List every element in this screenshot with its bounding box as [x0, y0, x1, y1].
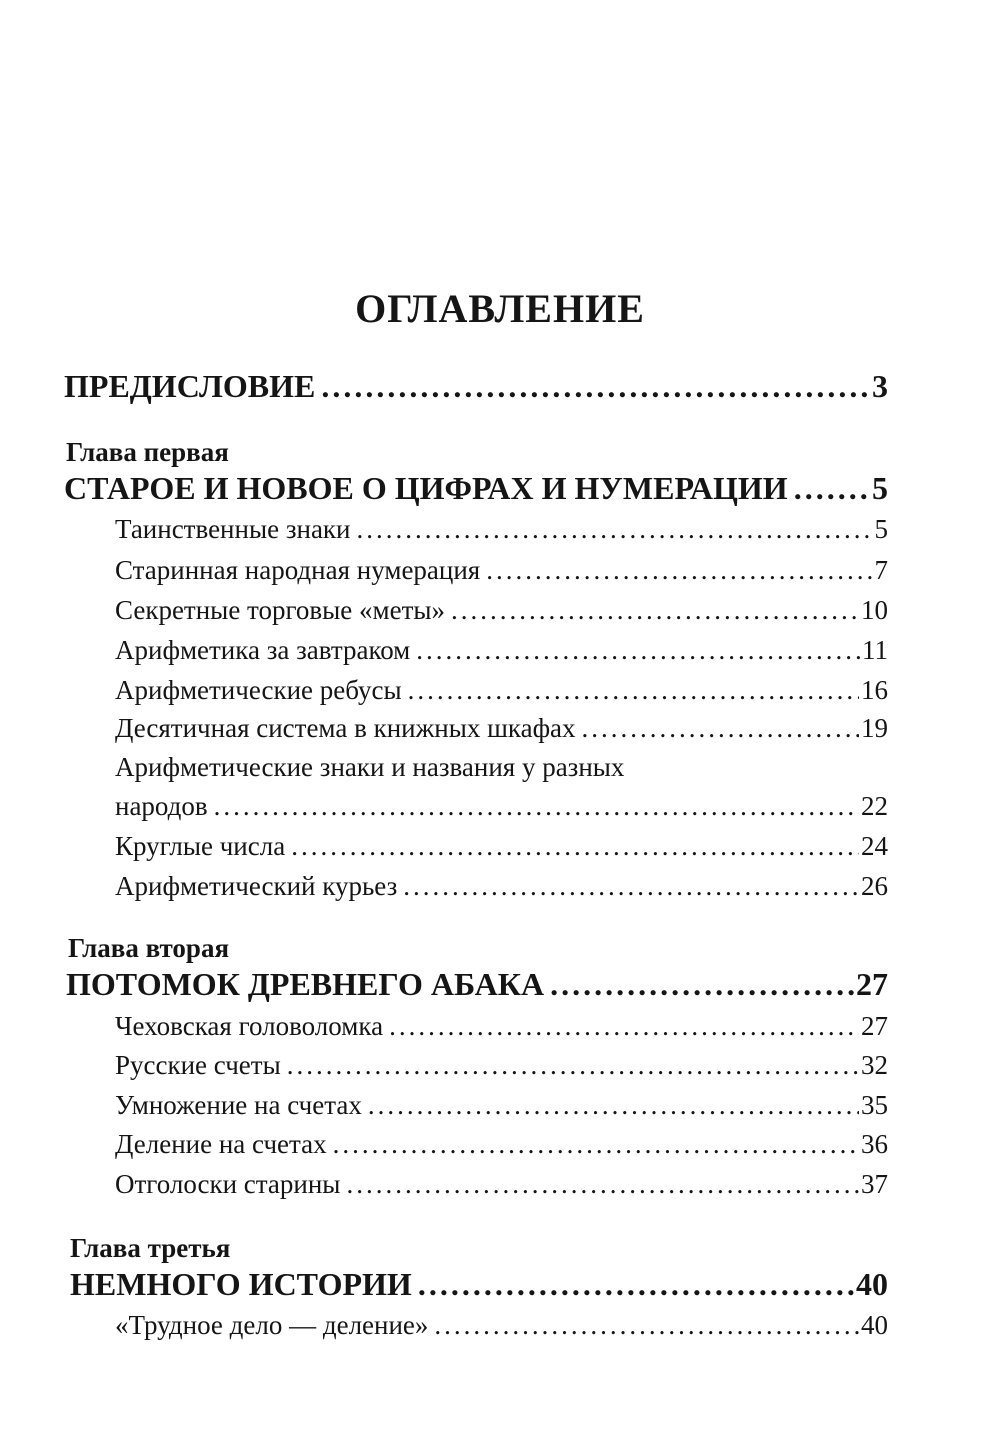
chapter-3-label: Глава третья	[70, 1233, 231, 1263]
toc-entry-page: 24	[861, 831, 888, 861]
dot-leader	[486, 555, 872, 586]
toc-preface-page: 3	[872, 368, 888, 404]
dot-leader	[368, 1090, 859, 1121]
toc-entry-label: Русские счеты	[115, 1050, 281, 1080]
toc-entry-label: Десятичная система в книжных шкафах	[115, 713, 576, 743]
toc-entry[interactable]	[115, 1310, 888, 1341]
toc-entry-page: 40	[861, 1310, 888, 1340]
dot-leader	[416, 635, 860, 666]
toc-entry-label: Таинственные знаки	[115, 514, 351, 544]
toc-entry-label: Круглые числа	[115, 831, 286, 861]
toc-entry-label: Арифметические ребусы	[115, 675, 402, 705]
toc-entry[interactable]	[115, 635, 888, 666]
toc-entry[interactable]	[115, 831, 888, 862]
toc-title: ОГЛАВЛЕНИЕ	[355, 286, 645, 331]
dot-leader	[287, 1050, 859, 1081]
toc-entry[interactable]	[115, 514, 888, 545]
toc-entry-label: Старинная народная нумерация	[115, 555, 481, 585]
dot-leader	[389, 1011, 859, 1042]
dot-leader	[214, 791, 859, 822]
toc-entry[interactable]	[115, 713, 888, 744]
toc-entry-label: Секретные торговые «меты»	[115, 595, 446, 625]
toc-entry[interactable]	[115, 871, 888, 902]
toc-entry[interactable]	[115, 1169, 888, 1200]
chapter-1-label: Глава первая	[66, 437, 229, 467]
chapter-3-page: 40	[856, 1266, 888, 1302]
toc-entry-page: 19	[861, 713, 888, 743]
toc-entry-page: 5	[874, 514, 888, 544]
toc-entry-page: 36	[861, 1129, 888, 1159]
toc-entry-page: 26	[861, 871, 888, 901]
chapter-3-title-line[interactable]	[70, 1266, 888, 1303]
toc-entry[interactable]	[115, 791, 888, 822]
dot-leader	[434, 1310, 859, 1341]
chapter-2-title-line[interactable]	[66, 966, 888, 1003]
toc-entry-page: 22	[861, 791, 888, 821]
toc-entry-label: Чеховская головоломка	[115, 1011, 384, 1041]
toc-entry[interactable]	[115, 1090, 888, 1121]
toc-entry[interactable]	[115, 1011, 888, 1042]
dot-leader	[403, 871, 859, 902]
toc-entry-label: Отголоски старины	[115, 1169, 341, 1199]
toc-entry-page: 32	[861, 1050, 888, 1080]
dot-leader	[321, 368, 870, 405]
dot-leader	[582, 713, 859, 744]
toc-entry-page: 11	[862, 635, 888, 665]
toc-entry[interactable]	[115, 595, 888, 626]
toc-entry-page: 7	[874, 555, 888, 585]
toc-entry[interactable]	[115, 675, 888, 706]
toc-entry-page: 10	[861, 595, 888, 625]
toc-entry-page: 27	[861, 1011, 888, 1041]
chapter-3-title: НЕМНОГО ИСТОРИИ	[70, 1266, 412, 1302]
toc-entry-label: народов	[115, 791, 208, 821]
chapter-2-title: ПОТОМОК ДРЕВНЕГО АБАКА	[66, 966, 545, 1002]
toc-entry-first-line[interactable]: Арифметические знаки и названия у разных	[115, 752, 625, 782]
chapter-2-label: Глава вторая	[68, 933, 230, 963]
toc-entry-label: Умножение на счетах	[115, 1090, 362, 1120]
dot-leader	[291, 831, 859, 862]
dot-leader	[550, 966, 854, 1003]
dot-leader	[794, 470, 870, 507]
toc-entry-page: 37	[861, 1169, 888, 1199]
toc-entry[interactable]	[115, 1129, 888, 1160]
toc-entry-label: Арифметика за завтраком	[115, 635, 411, 665]
chapter-2-page: 27	[856, 966, 888, 1002]
chapter-1-page: 5	[872, 470, 888, 506]
toc-entry[interactable]	[115, 555, 888, 586]
toc-entry-label: Арифметический курьез	[115, 871, 398, 901]
toc-preface-line[interactable]	[64, 368, 888, 405]
toc-preface-label: ПРЕДИСЛОВИЕ	[64, 368, 316, 404]
toc-entry-label: «Трудное дело — деление»	[115, 1310, 429, 1340]
chapter-1-title-line[interactable]	[64, 470, 888, 507]
chapter-1-title: СТАРОЕ И НОВОЕ О ЦИФРАХ И НУМЕРАЦИИ	[64, 470, 788, 506]
dot-leader	[418, 1266, 854, 1303]
dot-leader	[333, 1129, 859, 1160]
toc-entry-page: 35	[861, 1090, 888, 1120]
dot-leader	[346, 1169, 859, 1200]
toc-entry-label: Деление на счетах	[115, 1129, 327, 1159]
toc-entry-page: 16	[861, 675, 888, 705]
dot-leader	[357, 514, 873, 545]
dot-leader	[451, 595, 859, 626]
toc-entry[interactable]	[115, 1050, 888, 1081]
dot-leader	[408, 675, 859, 706]
